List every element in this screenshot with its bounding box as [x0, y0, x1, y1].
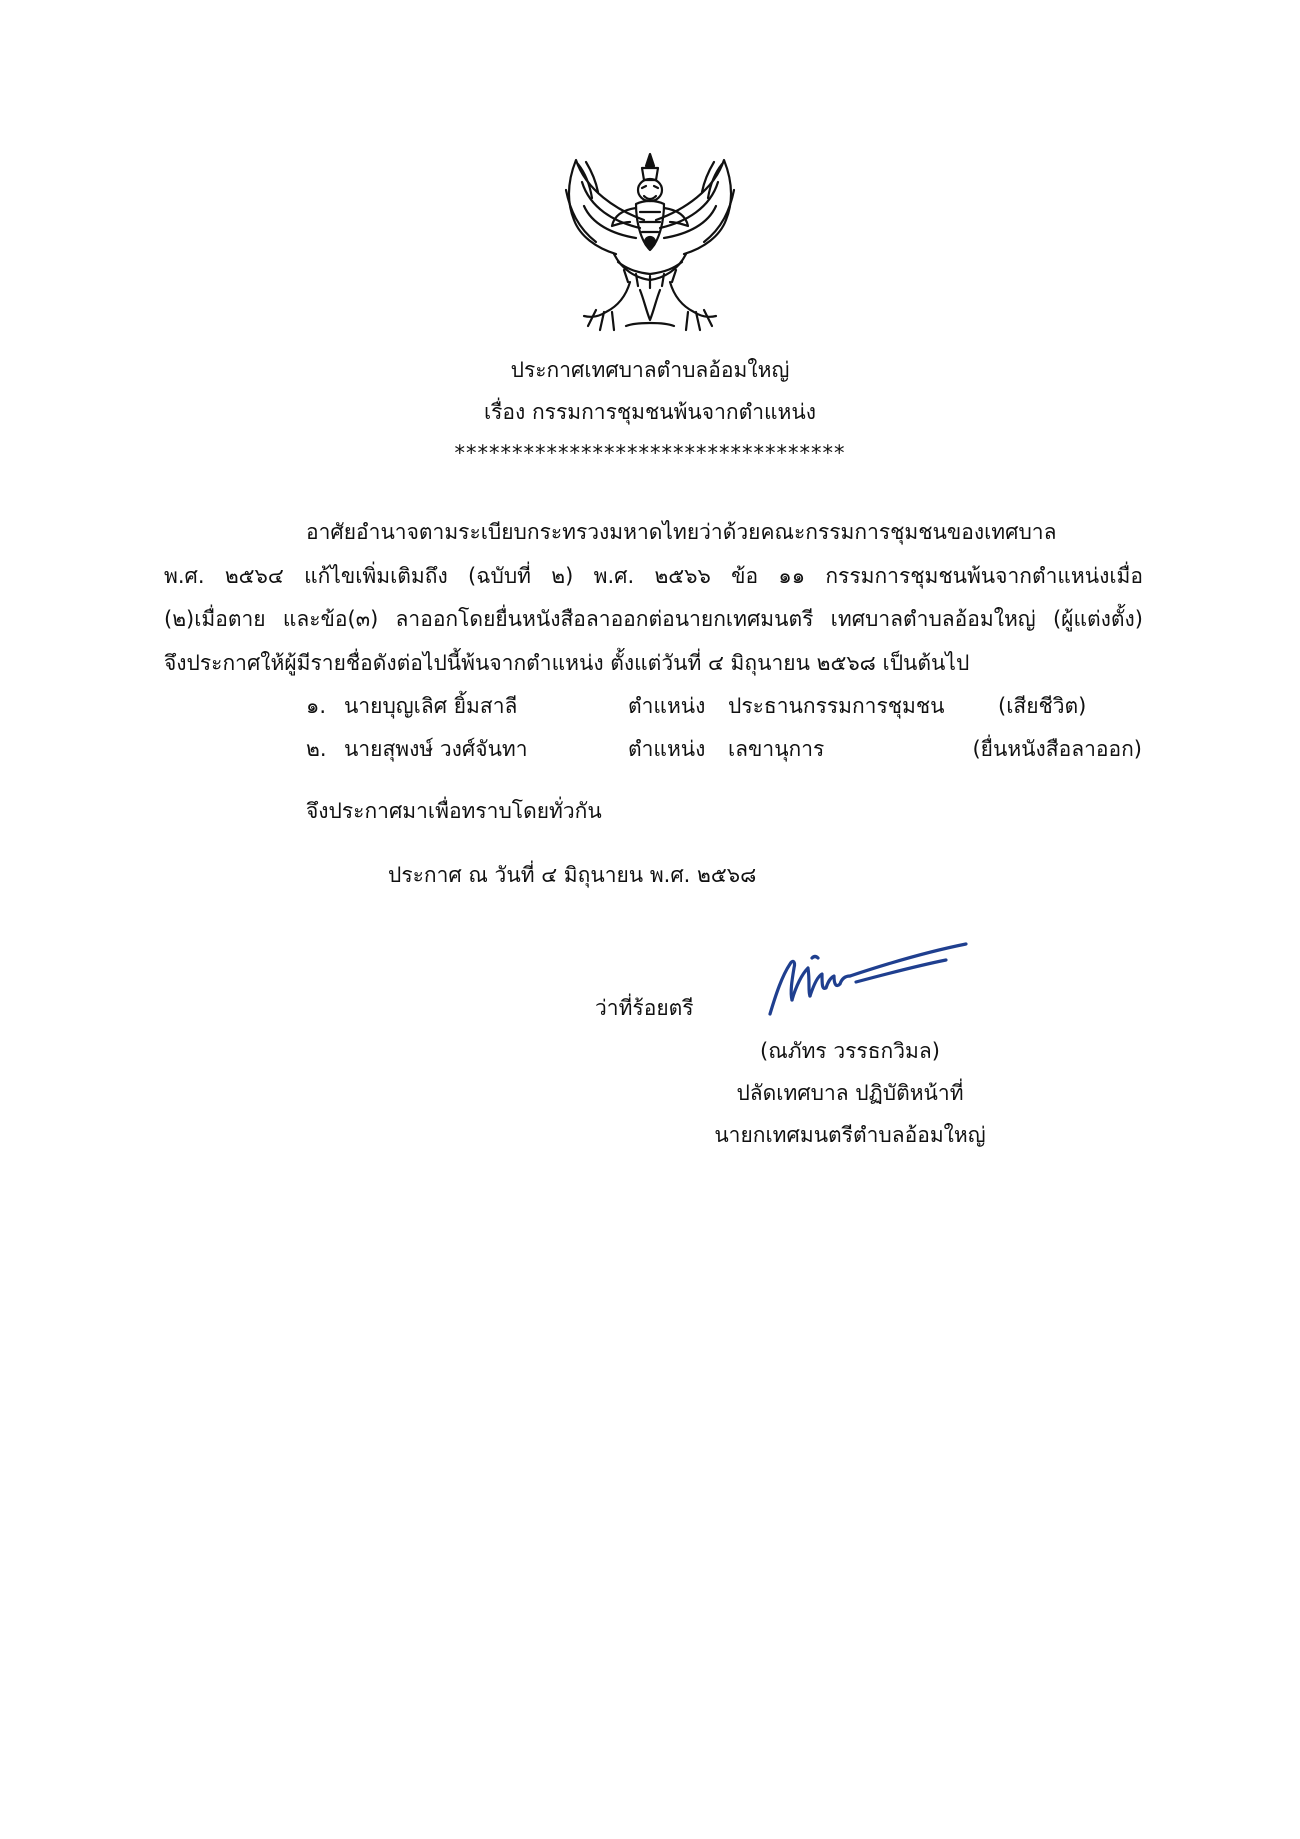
member-position: ประธานกรรมการชุมชน	[728, 694, 945, 718]
member-number: ๒.	[306, 737, 327, 761]
announcement-date: ประกาศ ณ วันที่ ๔ มิถุนายน พ.ศ. ๒๕๖๘	[388, 863, 757, 887]
member-reason: (เสียชีวิต)	[998, 694, 1087, 718]
member-name: นายสุพงษ์ วงศ์จันทา	[344, 737, 528, 761]
member-row	[306, 691, 1142, 721]
signatory-title-2: นายกเทศมนตรีตำบลอ้อมใหญ่	[714, 1123, 986, 1147]
announcement-title: ประกาศเทศบาลตำบลอ้อมใหญ่	[510, 358, 790, 382]
member-position-label: ตำแหน่ง	[628, 694, 706, 718]
header-divider: **********************************	[454, 441, 846, 465]
member-name: นายบุญเลิศ ยิ้มสาลี	[344, 694, 518, 718]
body-line-2: พ.ศ. ๒๕๖๔ แก้ไขเพิ่มเติมถึง (ฉบับที่ ๒) พ.ศ. ๒๕๖๖ ข้อ ๑๑ กรรมการชุมชนพ้นจากตำแหน่งเมื่อ	[164, 564, 1143, 588]
body-line-1: อาศัยอำนาจตามระเบียบกระทรวงมหาดไทยว่าด้วยคณะกรรมการชุมชนของเทศบาล	[306, 520, 1057, 544]
handwritten-signature-icon	[756, 930, 980, 1030]
garuda-emblem-icon	[556, 150, 744, 342]
member-position: เลขานุการ	[728, 737, 825, 761]
member-row	[306, 734, 1142, 764]
body-line-4: จึงประกาศให้ผู้มีรายชื่อดังต่อไปนี้พ้นจากตำแหน่ง ตั้งแต่วันที่ ๔ มิถุนายน ๒๕๖๘ เป็นต้นไป	[164, 651, 970, 675]
announcement-subject: เรื่อง กรรมการชุมชนพ้นจากตำแหน่ง	[483, 400, 817, 424]
signatory-title-1: ปลัดเทศบาล ปฏิบัติหน้าที่	[736, 1081, 964, 1105]
body-line-3: (๒)เมื่อตาย และข้อ(๓) ลาออกโดยยื่นหนังสือลาออกต่อนายกเทศมนตรี เทศบาลตำบลอ้อมใหญ่ (ผู้แต่งตั้ง)	[164, 607, 1143, 631]
signatory-name: (ณภัทร วรรธกวิมล)	[760, 1039, 940, 1063]
signatory-rank: ว่าที่ร้อยตรี	[595, 996, 694, 1020]
member-position-label: ตำแหน่ง	[628, 737, 706, 761]
member-reason: (ยื่นหนังสือลาออก)	[972, 737, 1142, 761]
member-number: ๑.	[306, 694, 327, 718]
closing-statement: จึงประกาศมาเพื่อทราบโดยทั่วกัน	[306, 799, 602, 823]
